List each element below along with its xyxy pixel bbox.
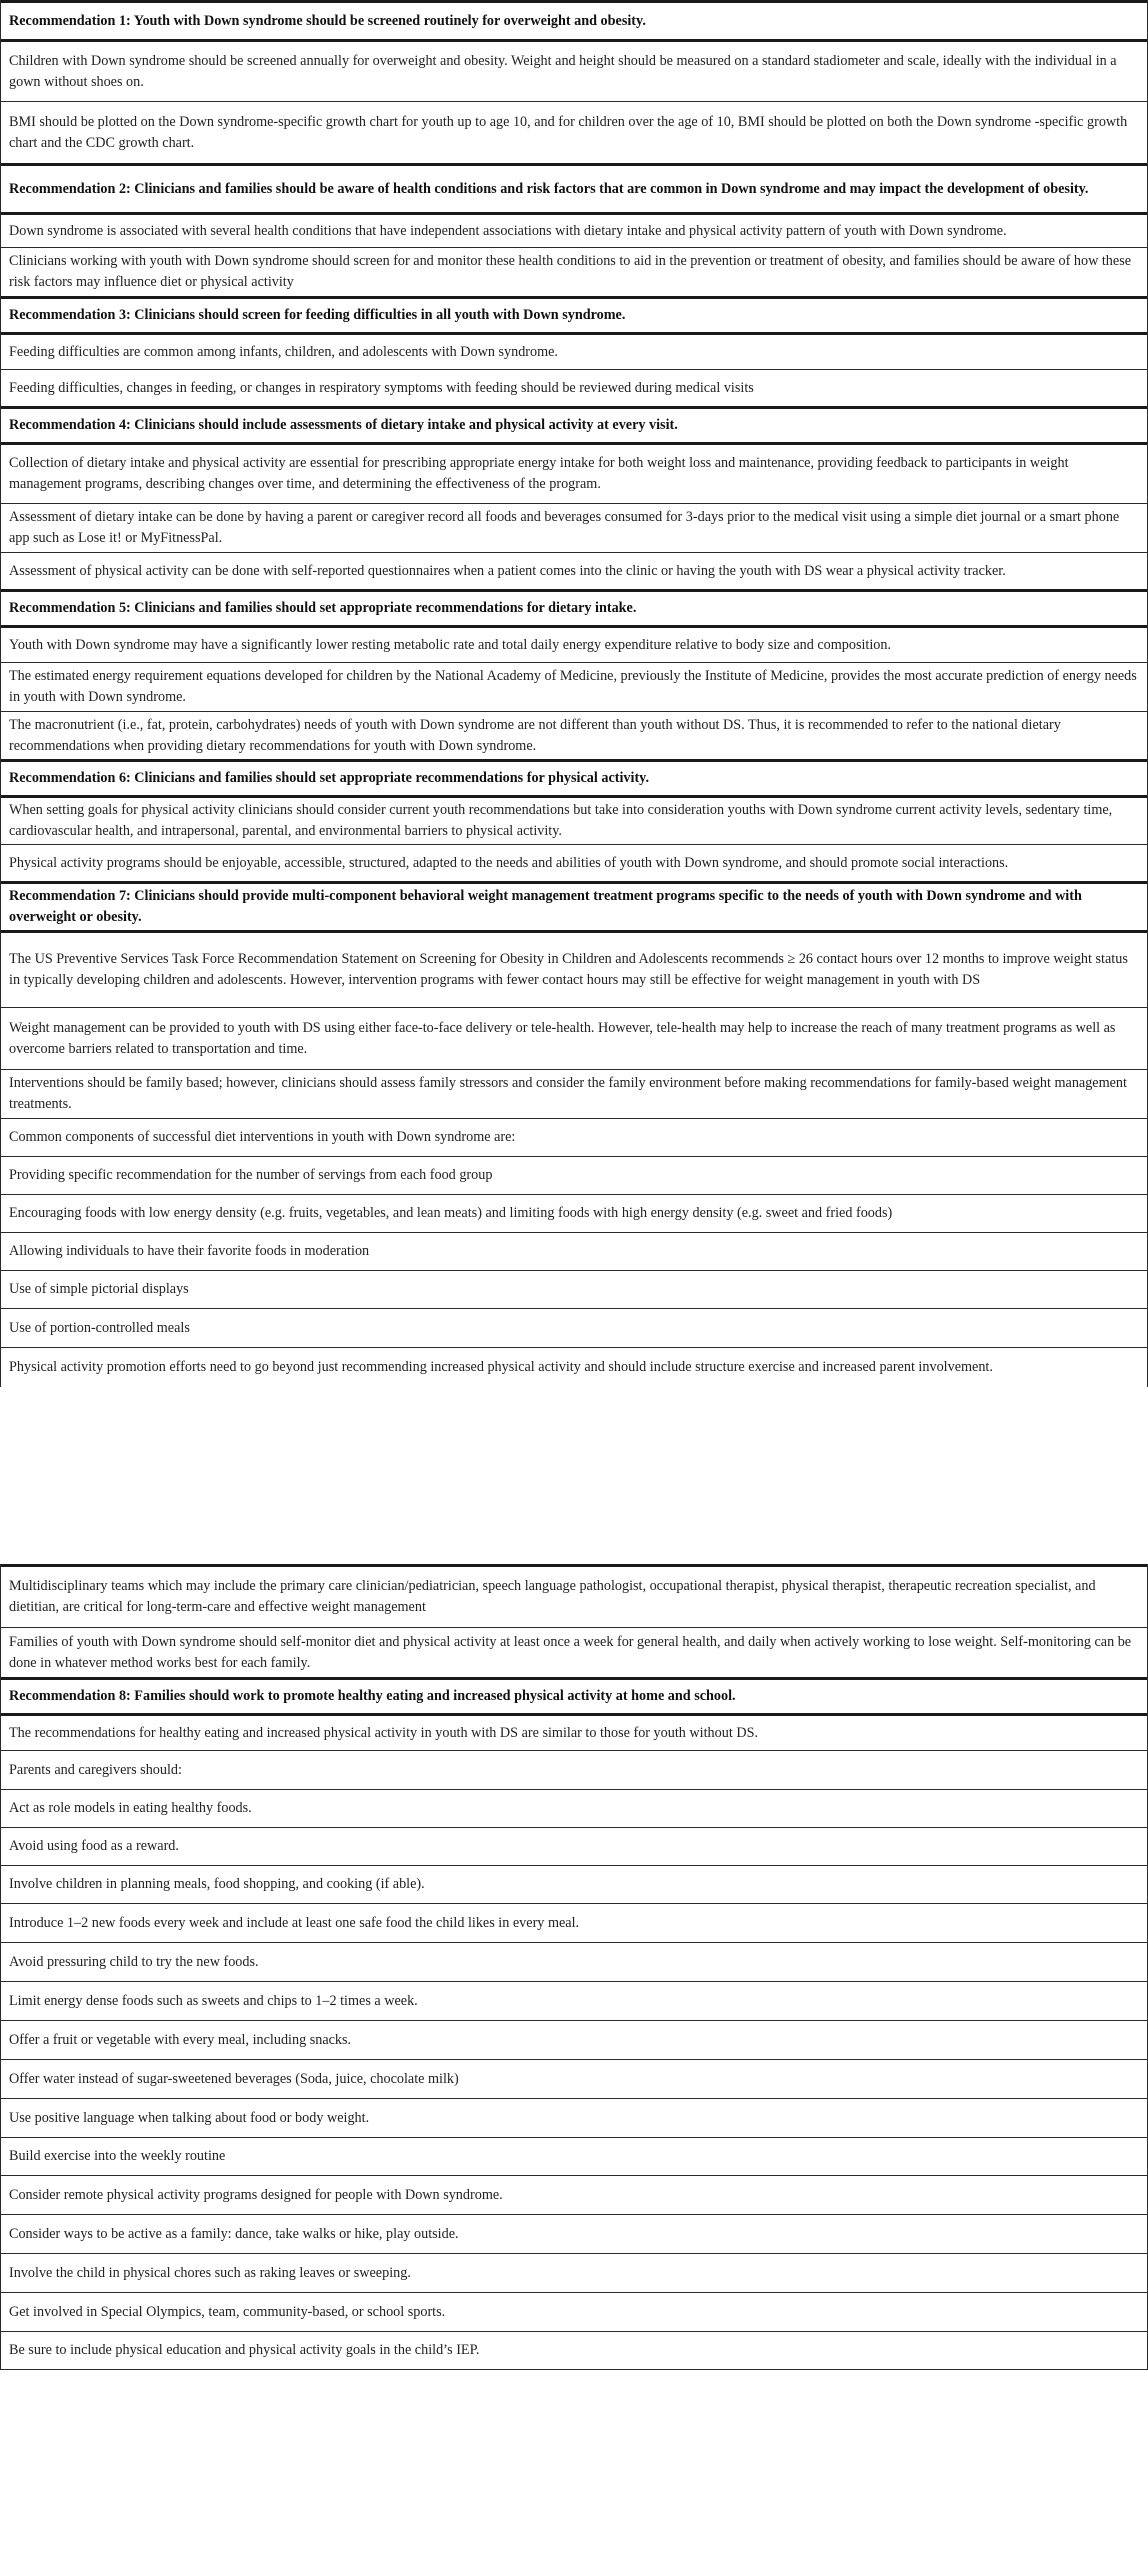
table-row: [1, 2137, 1147, 2175]
row-text: Parents and caregivers should:: [9, 1761, 182, 1778]
row-text: Feeding difficulties, changes in feeding, or changes in respiratory symptoms with feeding should be reviewed during medical visits: [9, 379, 754, 396]
table-row: [1, 930, 1147, 1007]
table-row: [1, 1118, 1147, 1156]
row-text: Involve the child in physical chores such as raking leaves or sweeping.: [9, 2264, 411, 2281]
row-text: Use of simple pictorial displays: [9, 1281, 189, 1297]
row-text: Offer water instead of sugar-sweetened beverages (Soda, juice, chocolate milk): [9, 2070, 459, 2087]
table-row: [1, 1308, 1147, 1347]
row-text: Build exercise into the weekly routine: [9, 2148, 226, 2164]
table-row: [1, 1789, 1147, 1827]
row-text: Introduce 1–2 new foods every week and include at least one safe food the child likes in every meal.: [9, 1914, 580, 1931]
table-row: [1, 1942, 1147, 1981]
table-row: [1, 442, 1147, 503]
recommendation-heading-text: Recommendation 2: Clinicians and families should be aware of health conditions and risk factors that are common in Down syndrome and may impact the development of obesity.: [9, 180, 1089, 197]
table-row: [1, 711, 1147, 759]
row-text: Families of youth with Down syndrome should self-monitor diet and physical activity at least once a week for general health, and daily when actively working to lose weight. Self-monitoring can be done in whatever method works best for each family.: [9, 1633, 1132, 1671]
table-row: [1, 212, 1147, 247]
row-text: Children with Down syndrome should be screened annually for overweight and obesity. Weight and height should be measured on a standard stadiometer and scale, ideally with the individual in a gown without shoes on.: [9, 52, 1117, 90]
row-text: Avoid using food as a reward.: [9, 1838, 179, 1854]
table-row: [1, 2292, 1147, 2331]
recommendations-table-part-2: [0, 1564, 1148, 2370]
table-row: [1, 2059, 1147, 2098]
row-text: Interventions should be family based; however, clinicians should assess family stressors and consider the family environment before making recommendations for family-based weight management treatments.: [9, 1075, 1127, 1112]
row-text: Allowing individuals to have their favorite foods in moderation: [9, 1243, 370, 1259]
row-text: Providing specific recommendation for the number of servings from each food group: [9, 1167, 493, 1183]
table-row: [1, 2175, 1147, 2214]
row-text: Weight management can be provided to youth with DS using either face-to-face delivery or tele-health. However, tele-health may help to increase the reach of many treatment programs as well as overcome barriers related to transportation and time.: [9, 1019, 1116, 1057]
table-row: [1, 1713, 1147, 1750]
table-row: [1, 795, 1147, 844]
recommendation-heading-text: Recommendation 5: Clinicians and families should set appropriate recommendations for dietary intake.: [9, 600, 637, 616]
row-text: Consider remote physical activity programs designed for people with Down syndrome.: [9, 2186, 503, 2203]
row-text: Offer a fruit or vegetable with every meal, including snacks.: [9, 2031, 352, 2048]
row-text: Physical activity programs should be enjoyable, accessible, structured, adapted to the needs and abilities of youth with Down syndrome, and should promote social interactions.: [9, 854, 1009, 871]
row-text: Limit energy dense foods such as sweets and chips to 1–2 times a week.: [9, 1992, 418, 2009]
table-row: [1, 1750, 1147, 1789]
recommendation-heading-row: [1, 589, 1147, 625]
table-row: [1, 1007, 1147, 1069]
row-text: The recommendations for healthy eating and increased physical activity in youth with DS are similar to those for youth without DS.: [9, 1724, 759, 1741]
table-row: [1, 625, 1147, 662]
table-row: [1, 2098, 1147, 2137]
table-row: [1, 369, 1147, 406]
row-text: Common components of successful diet interventions in youth with Down syndrome are:: [9, 1129, 516, 1145]
row-text: BMI should be plotted on the Down syndrome-specific growth chart for youth up to age 10, and for children over the age of 10, BMI should be plotted on both the Down syndrome -specific growth chart and the CDC growth chart.: [9, 113, 1128, 151]
table-row: [1, 1627, 1147, 1677]
recommendation-heading-text: Recommendation 1: Youth with Down syndrome should be screened routinely for overweight and obesity.: [9, 12, 646, 29]
row-text: Act as role models in eating healthy foods.: [9, 1800, 252, 1816]
recommendation-heading-row: [1, 296, 1147, 332]
recommendation-heading-row: [1, 163, 1147, 212]
recommendation-heading-row: [1, 881, 1147, 930]
table-row: [1, 1827, 1147, 1865]
row-text: Multidisciplinary teams which may include the primary care clinician/pediatrician, speech language pathologist, occupational therapist, physical therapist, therapeutic recreation specialist, and dietitian, are critical for long-term-care and effective weight management: [9, 1578, 1096, 1615]
table-row: [1, 1865, 1147, 1903]
table-row: [1, 332, 1147, 369]
table-row: [1, 844, 1147, 881]
recommendation-heading-row: [1, 759, 1147, 795]
table-row: [1, 1270, 1147, 1308]
table-row: [1, 552, 1147, 589]
table-row: [1, 503, 1147, 552]
table-row: [1, 1194, 1147, 1232]
row-text: Youth with Down syndrome may have a significantly lower resting metabolic rate and total daily energy expenditure relative to body size and composition.: [9, 636, 892, 653]
row-text: Avoid pressuring child to try the new foods.: [9, 1953, 259, 1970]
row-text: The estimated energy requirement equations developed for children by the National Academy of Medicine, previously the Institute of Medicine, provides the most accurate prediction of energy needs in youth with Down syndrome.: [9, 668, 1137, 705]
recommendation-heading-row: [1, 0, 1147, 39]
table-row: [1, 39, 1147, 101]
row-text: Down syndrome is associated with several health conditions that have independent associations with dietary intake and physical activity pattern of youth with Down syndrome.: [9, 222, 1007, 239]
table-row: [1, 1981, 1147, 2020]
row-text: Get involved in Special Olympics, team, community-based, or school sports.: [9, 2303, 446, 2320]
row-text: Use positive language when talking about food or body weight.: [9, 2109, 370, 2126]
recommendation-heading-text: Recommendation 6: Clinicians and families should set appropriate recommendations for physical activity.: [9, 770, 650, 786]
table-row: [1, 1347, 1147, 1387]
table-row: [1, 662, 1147, 711]
row-text: Involve children in planning meals, food shopping, and cooking (if able).: [9, 1876, 425, 1892]
recommendation-heading-text: Recommendation 8: Families should work to promote healthy eating and increased physical activity at home and school.: [9, 1688, 736, 1704]
row-text: Assessment of physical activity can be done with self-reported questionnaires when a patient comes into the clinic or having the youth with DS wear a physical activity tracker.: [9, 562, 1006, 579]
row-text: Assessment of dietary intake can be done by having a parent or caregiver record all foods and beverages consumed for 3-days prior to the medical visit using a simple diet journal or a smart phone app such as Lose it! or MyFitnessPal.: [9, 509, 1120, 546]
recommendation-heading-row: [1, 1677, 1147, 1713]
row-text: The US Preventive Services Task Force Recommendation Statement on Screening for Obesity in Children and Adolescents recommends ≥ 26 contact hours over 12 months to improve weight status in typically developing children and adolescents. However, intervention programs with fewer contact hours may still be effective for weight management in youth with DS: [9, 951, 1128, 988]
row-text: Physical activity promotion efforts need to go beyond just recommending increased physical activity and should include structure exercise and increased parent involvement.: [9, 1359, 993, 1375]
row-text: When setting goals for physical activity clinicians should consider current youth recommendations but take into consideration youths with Down syndrome current activity levels, sedentary time, cardiovascular health, and intrapersonal, parental, and environmental barriers to physical activity.: [9, 802, 1113, 839]
table-row: [1, 1903, 1147, 1942]
table-row: [1, 1232, 1147, 1270]
table-row: [1, 2331, 1147, 2370]
table-row: [1, 1156, 1147, 1194]
table-row: [1, 2253, 1147, 2292]
row-text: Clinicians working with youth with Down syndrome should screen for and monitor these health conditions to aid in the prevention or treatment of obesity, and families should be aware of how these risk factors may influence diet or physical activity: [9, 253, 1132, 290]
recommendation-heading-text: Recommendation 3: Clinicians should screen for feeding difficulties in all youth with Down syndrome.: [9, 307, 626, 323]
row-text: Feeding difficulties are common among infants, children, and adolescents with Down syndrome.: [9, 343, 558, 360]
table-row: [1, 2214, 1147, 2253]
table-row: [1, 101, 1147, 163]
table-row: [1, 1564, 1147, 1627]
table-row: [1, 2020, 1147, 2059]
recommendation-heading-text: Recommendation 7: Clinicians should provide multi-component behavioral weight management treatment programs specific to the needs of youth with Down syndrome and with overweight or obesity.: [9, 888, 1082, 925]
row-text: Encouraging foods with low energy density (e.g. fruits, vegetables, and lean meats) and limiting foods with high energy density (e.g. sweet and fried foods): [9, 1205, 893, 1221]
table-row: [1, 247, 1147, 296]
row-text: Collection of dietary intake and physical activity are essential for prescribing appropriate energy intake for both weight loss and maintenance, providing feedback to participants in weight management programs, describing changes over time, and determining the effectiveness of the program.: [9, 455, 1069, 492]
row-text: Be sure to include physical education and physical activity goals in the child’s IEP.: [9, 2342, 480, 2358]
row-text: The macronutrient (i.e., fat, protein, carbohydrates) needs of youth with Down syndrome are not different than youth without DS. Thus, it is recommended to refer to the national dietary recommendations when providing dietary recommendations for youth with Down syndrome.: [9, 716, 1061, 754]
recommendation-heading-row: [1, 406, 1147, 442]
row-text: Use of portion-controlled meals: [9, 1319, 190, 1336]
row-text: Consider ways to be active as a family: dance, take walks or hike, play outside.: [9, 2225, 459, 2242]
table-row: [1, 1069, 1147, 1118]
recommendation-heading-text: Recommendation 4: Clinicians should include assessments of dietary intake and physical activity at every visit.: [9, 417, 678, 433]
